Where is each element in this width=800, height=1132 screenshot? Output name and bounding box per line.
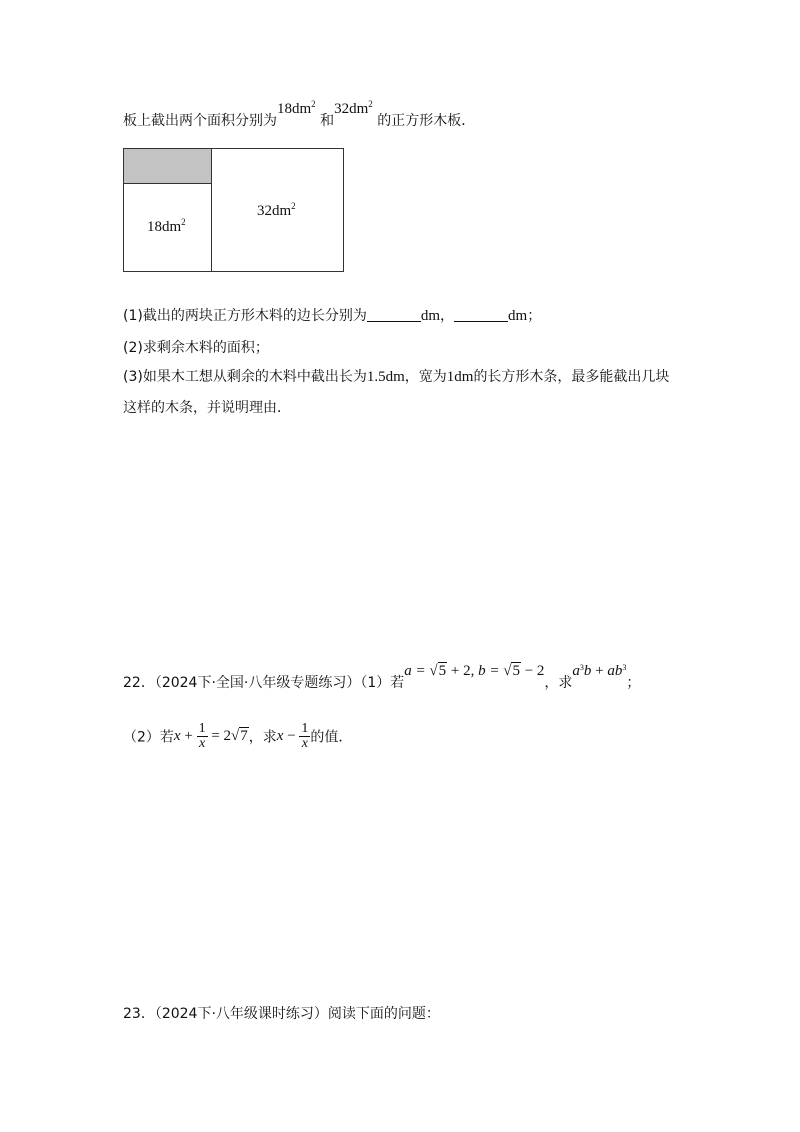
q21-p3-line2-text: 这样的木条，并说明理由． [123, 400, 291, 416]
area-18-exp: 2 [311, 99, 316, 109]
unit-dm-2: dm [508, 308, 528, 324]
q22-p2-mid: ，求 [248, 729, 277, 746]
expr-a-exp: 3 [579, 663, 584, 672]
large-square-exp: 2 [291, 201, 296, 211]
q21-part3 [123, 366, 669, 386]
frac1-num: 1 [198, 721, 206, 736]
expr-b: b [583, 663, 592, 679]
q21-p1-text: (1)截出的两块正方形木料的边长分别为 [123, 308, 367, 324]
intro-line [123, 99, 476, 130]
q22-header-text: 22．（2024下·全国·八年级专题练习）（1）若 [123, 675, 405, 691]
frac2-num: 1 [301, 721, 309, 736]
answer-blank-2[interactable] [454, 309, 508, 322]
fraction-1-over-x-2 [299, 722, 310, 751]
fraction-1-over-x [197, 722, 208, 751]
q21-part1 [123, 305, 541, 325]
length-number: 1.5 [366, 369, 386, 385]
var-b: b = [478, 663, 504, 679]
small-square-value: 18dm [147, 219, 182, 235]
q22-ask: ，求 [544, 675, 573, 691]
radicand-5-a: 5 [438, 663, 447, 679]
q21-part2 [123, 337, 269, 357]
small-square-label [147, 217, 186, 236]
unit-dm-1: dm [420, 308, 441, 324]
shaded-remainder [124, 149, 211, 184]
equals-two: = 2 [207, 727, 232, 744]
var-x-1: x [173, 727, 181, 744]
var-x-2: x [276, 727, 284, 744]
q22-p2-end: 的值． [310, 729, 353, 746]
q22-expression [572, 663, 626, 679]
q21-p1-sep: ， [440, 308, 455, 324]
op-minus: − [283, 727, 300, 744]
expr-ab: ab [607, 663, 623, 679]
q22-condition [404, 663, 544, 679]
area-32-value: 32dm [334, 101, 369, 117]
intro-suffix: 的正方形木板． [377, 113, 476, 129]
q23-header-text: 23．（2024下·八年级课时练习）阅读下面的问题： [123, 1006, 440, 1022]
small-square [124, 149, 212, 271]
q21-part3-line2 [123, 397, 291, 417]
expr-a: a [572, 663, 580, 679]
radicand-7: 7 [240, 727, 248, 744]
q22-part2 [123, 722, 352, 751]
expr-plus: + [591, 663, 608, 679]
area-18 [277, 101, 316, 117]
length-unit: dm [385, 369, 405, 385]
area-32-exp: 2 [368, 99, 373, 109]
width-value [447, 369, 474, 385]
area-18-value: 18dm [277, 101, 312, 117]
sqrt-5-b: √5 [503, 663, 520, 679]
intro-connector: 和 [320, 113, 335, 129]
large-square-label [257, 201, 296, 220]
q21-p3-text: (3)如果木工想从剩余的木料中截出长为 [123, 369, 367, 385]
width-number: 1 [446, 369, 455, 385]
width-unit: dm [454, 369, 474, 385]
radicand-5-b: 5 [512, 663, 520, 679]
intro-prefix: 板上截出两个面积分别为 [123, 113, 277, 129]
q22-p2-condition [173, 721, 249, 751]
q21-p1-end: ； [527, 308, 542, 324]
q21-p3-suffix: 的长方形木条，最多能截出几块 [473, 369, 670, 385]
small-square-exp: 2 [181, 217, 186, 227]
q22-p2-prefix: （2）若 [123, 729, 174, 746]
q21-p2-text: (2)求剩余木料的面积； [123, 340, 269, 356]
q21-p3-mid: ，宽为 [404, 369, 447, 385]
q23-header [123, 1003, 440, 1023]
var-a: a = [404, 663, 430, 679]
answer-blank-1[interactable] [367, 309, 421, 322]
board-figure [123, 148, 344, 272]
plus-two: + 2, [447, 663, 479, 679]
sqrt-5-a: √5 [429, 663, 447, 679]
frac1-den: x [198, 736, 206, 751]
length-value [367, 369, 405, 385]
large-square-value: 32dm [257, 203, 292, 219]
frac2-den: x [301, 736, 309, 751]
expr-ab-exp: 3 [622, 663, 627, 672]
op-plus: + [180, 727, 197, 744]
sqrt-7: √7 [231, 727, 248, 744]
q22-p2-target [276, 721, 311, 751]
minus-two: − 2 [520, 663, 545, 679]
q22-end: ； [626, 675, 641, 691]
area-32 [334, 101, 373, 117]
q22-header [123, 663, 641, 692]
